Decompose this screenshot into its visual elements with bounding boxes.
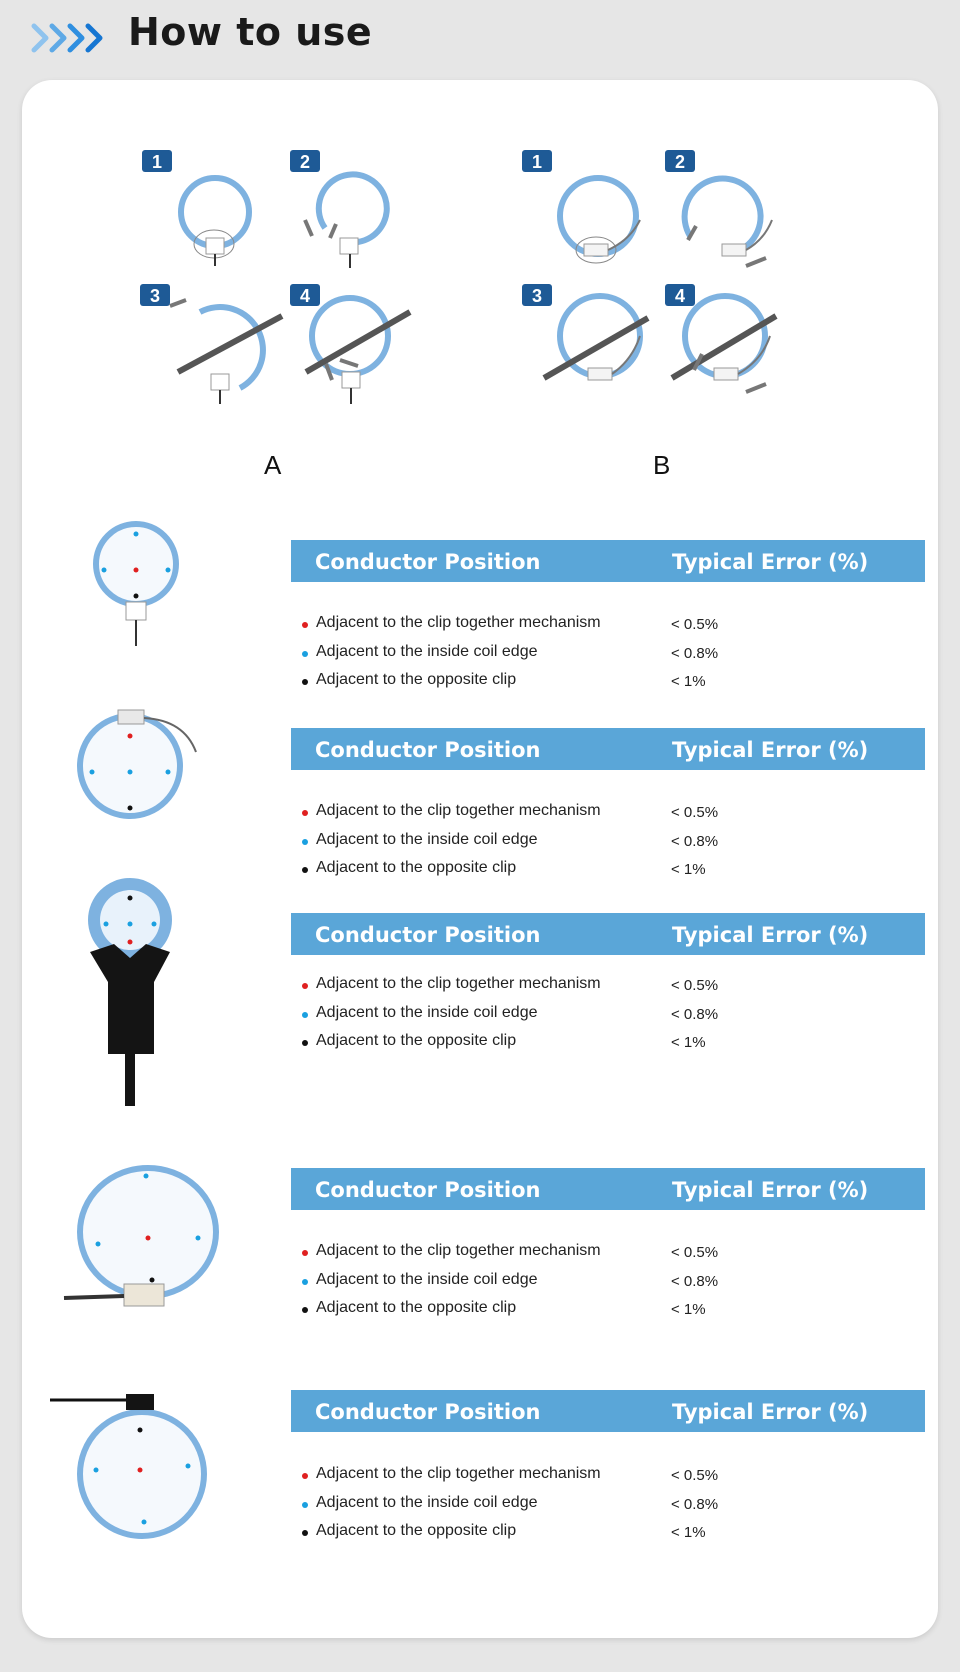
page-title: How to use xyxy=(128,10,373,54)
probe-image-2 xyxy=(74,700,204,830)
black-dot-icon xyxy=(302,1530,308,1536)
row-label: Adjacent to the inside coil edge xyxy=(316,831,538,848)
step-4-illustration xyxy=(665,284,776,392)
table-row xyxy=(302,1494,922,1518)
column-header-error: Typical Error (%) xyxy=(672,923,869,947)
table-row xyxy=(302,1522,922,1546)
row-value: < 1% xyxy=(671,673,706,690)
column-header-error: Typical Error (%) xyxy=(672,1400,869,1424)
row-label: Adjacent to the inside coil edge xyxy=(316,643,538,660)
column-header-error: Typical Error (%) xyxy=(672,738,869,762)
black-dot-icon xyxy=(302,1040,308,1046)
step-3-illustration xyxy=(522,284,648,380)
table-row xyxy=(302,1299,922,1323)
row-value: < 0.5% xyxy=(671,1244,719,1261)
row-label: Adjacent to the clip together mechanism xyxy=(316,1465,601,1482)
group-a-label: A xyxy=(264,450,282,480)
row-label: Adjacent to the clip together mechanism xyxy=(316,614,601,631)
black-dot-icon xyxy=(302,1307,308,1313)
row-value: < 0.5% xyxy=(671,977,719,994)
probe-image-4 xyxy=(62,1160,222,1314)
row-label: Adjacent to the opposite clip xyxy=(316,859,517,876)
blue-dot-icon xyxy=(302,1012,308,1018)
red-dot-icon xyxy=(302,810,308,816)
step-2-illustration xyxy=(290,150,387,268)
blue-dot-icon xyxy=(302,1502,308,1508)
install-diagram-a xyxy=(130,140,420,420)
table-row xyxy=(302,1465,922,1489)
column-header-position: Conductor Position xyxy=(315,923,541,947)
column-header-position: Conductor Position xyxy=(315,1178,541,1202)
table-header xyxy=(291,540,925,582)
table-row xyxy=(302,859,922,883)
table-row xyxy=(302,1004,922,1028)
probe-image-5 xyxy=(48,1388,218,1542)
row-value: < 0.5% xyxy=(671,1467,719,1484)
install-diagram-b xyxy=(510,140,800,420)
probe-image-3 xyxy=(84,874,180,1106)
step-number: 4 xyxy=(674,286,686,306)
row-value: < 1% xyxy=(671,1034,706,1051)
table-row xyxy=(302,671,922,695)
column-header-error: Typical Error (%) xyxy=(672,550,869,574)
row-label: Adjacent to the clip together mechanism xyxy=(316,802,601,819)
row-value: < 0.5% xyxy=(671,804,719,821)
table-row xyxy=(302,1271,922,1295)
group-b-label: B xyxy=(653,450,671,480)
table-row xyxy=(302,802,922,826)
double-chevron-right-icon xyxy=(30,18,114,58)
row-label: Adjacent to the opposite clip xyxy=(316,1032,517,1049)
red-dot-icon xyxy=(302,983,308,989)
row-value: < 0.8% xyxy=(671,1006,719,1023)
row-label: Adjacent to the clip together mechanism xyxy=(316,1242,601,1259)
row-label: Adjacent to the inside coil edge xyxy=(316,1494,538,1511)
row-label: Adjacent to the opposite clip xyxy=(316,671,517,688)
step-number: 3 xyxy=(149,286,161,306)
row-label: Adjacent to the opposite clip xyxy=(316,1522,517,1539)
blue-dot-icon xyxy=(302,1279,308,1285)
table-row xyxy=(302,831,922,855)
row-label: Adjacent to the opposite clip xyxy=(316,1299,517,1316)
column-header-position: Conductor Position xyxy=(315,738,541,762)
row-value: < 1% xyxy=(671,861,706,878)
blue-dot-icon xyxy=(302,839,308,845)
red-dot-icon xyxy=(302,1473,308,1479)
blue-dot-icon xyxy=(302,651,308,657)
table-row xyxy=(302,614,922,638)
step-number: 3 xyxy=(531,286,543,306)
table-header xyxy=(291,913,925,955)
row-value: < 0.8% xyxy=(671,1496,719,1513)
row-value: < 0.5% xyxy=(671,616,719,633)
table-row xyxy=(302,643,922,667)
step-4-illustration xyxy=(290,284,410,404)
probe-image-1 xyxy=(84,518,194,650)
step-number: 4 xyxy=(299,286,311,306)
black-dot-icon xyxy=(302,867,308,873)
column-header-error: Typical Error (%) xyxy=(672,1178,869,1202)
step-number: 1 xyxy=(151,152,163,172)
red-dot-icon xyxy=(302,1250,308,1256)
row-label: Adjacent to the clip together mechanism xyxy=(316,975,601,992)
table-row xyxy=(302,1242,922,1266)
table-row xyxy=(302,975,922,999)
table-header xyxy=(291,728,925,770)
row-value: < 0.8% xyxy=(671,833,719,850)
row-value: < 1% xyxy=(671,1524,706,1541)
row-label: Adjacent to the inside coil edge xyxy=(316,1271,538,1288)
step-1-illustration xyxy=(522,150,640,263)
table-row xyxy=(302,1032,922,1056)
row-value: < 0.8% xyxy=(671,645,719,662)
black-dot-icon xyxy=(302,679,308,685)
step-1-illustration xyxy=(142,150,249,266)
row-value: < 1% xyxy=(671,1301,706,1318)
step-number: 2 xyxy=(674,152,686,172)
step-number: 1 xyxy=(531,152,543,172)
step-3-illustration xyxy=(140,284,282,404)
column-header-position: Conductor Position xyxy=(315,1400,541,1424)
page-header xyxy=(0,0,960,78)
table-header xyxy=(291,1390,925,1432)
red-dot-icon xyxy=(302,622,308,628)
table-header xyxy=(291,1168,925,1210)
step-2-illustration xyxy=(665,150,772,266)
column-header-position: Conductor Position xyxy=(315,550,541,574)
row-label: Adjacent to the inside coil edge xyxy=(316,1004,538,1021)
row-value: < 0.8% xyxy=(671,1273,719,1290)
step-number: 2 xyxy=(299,152,311,172)
